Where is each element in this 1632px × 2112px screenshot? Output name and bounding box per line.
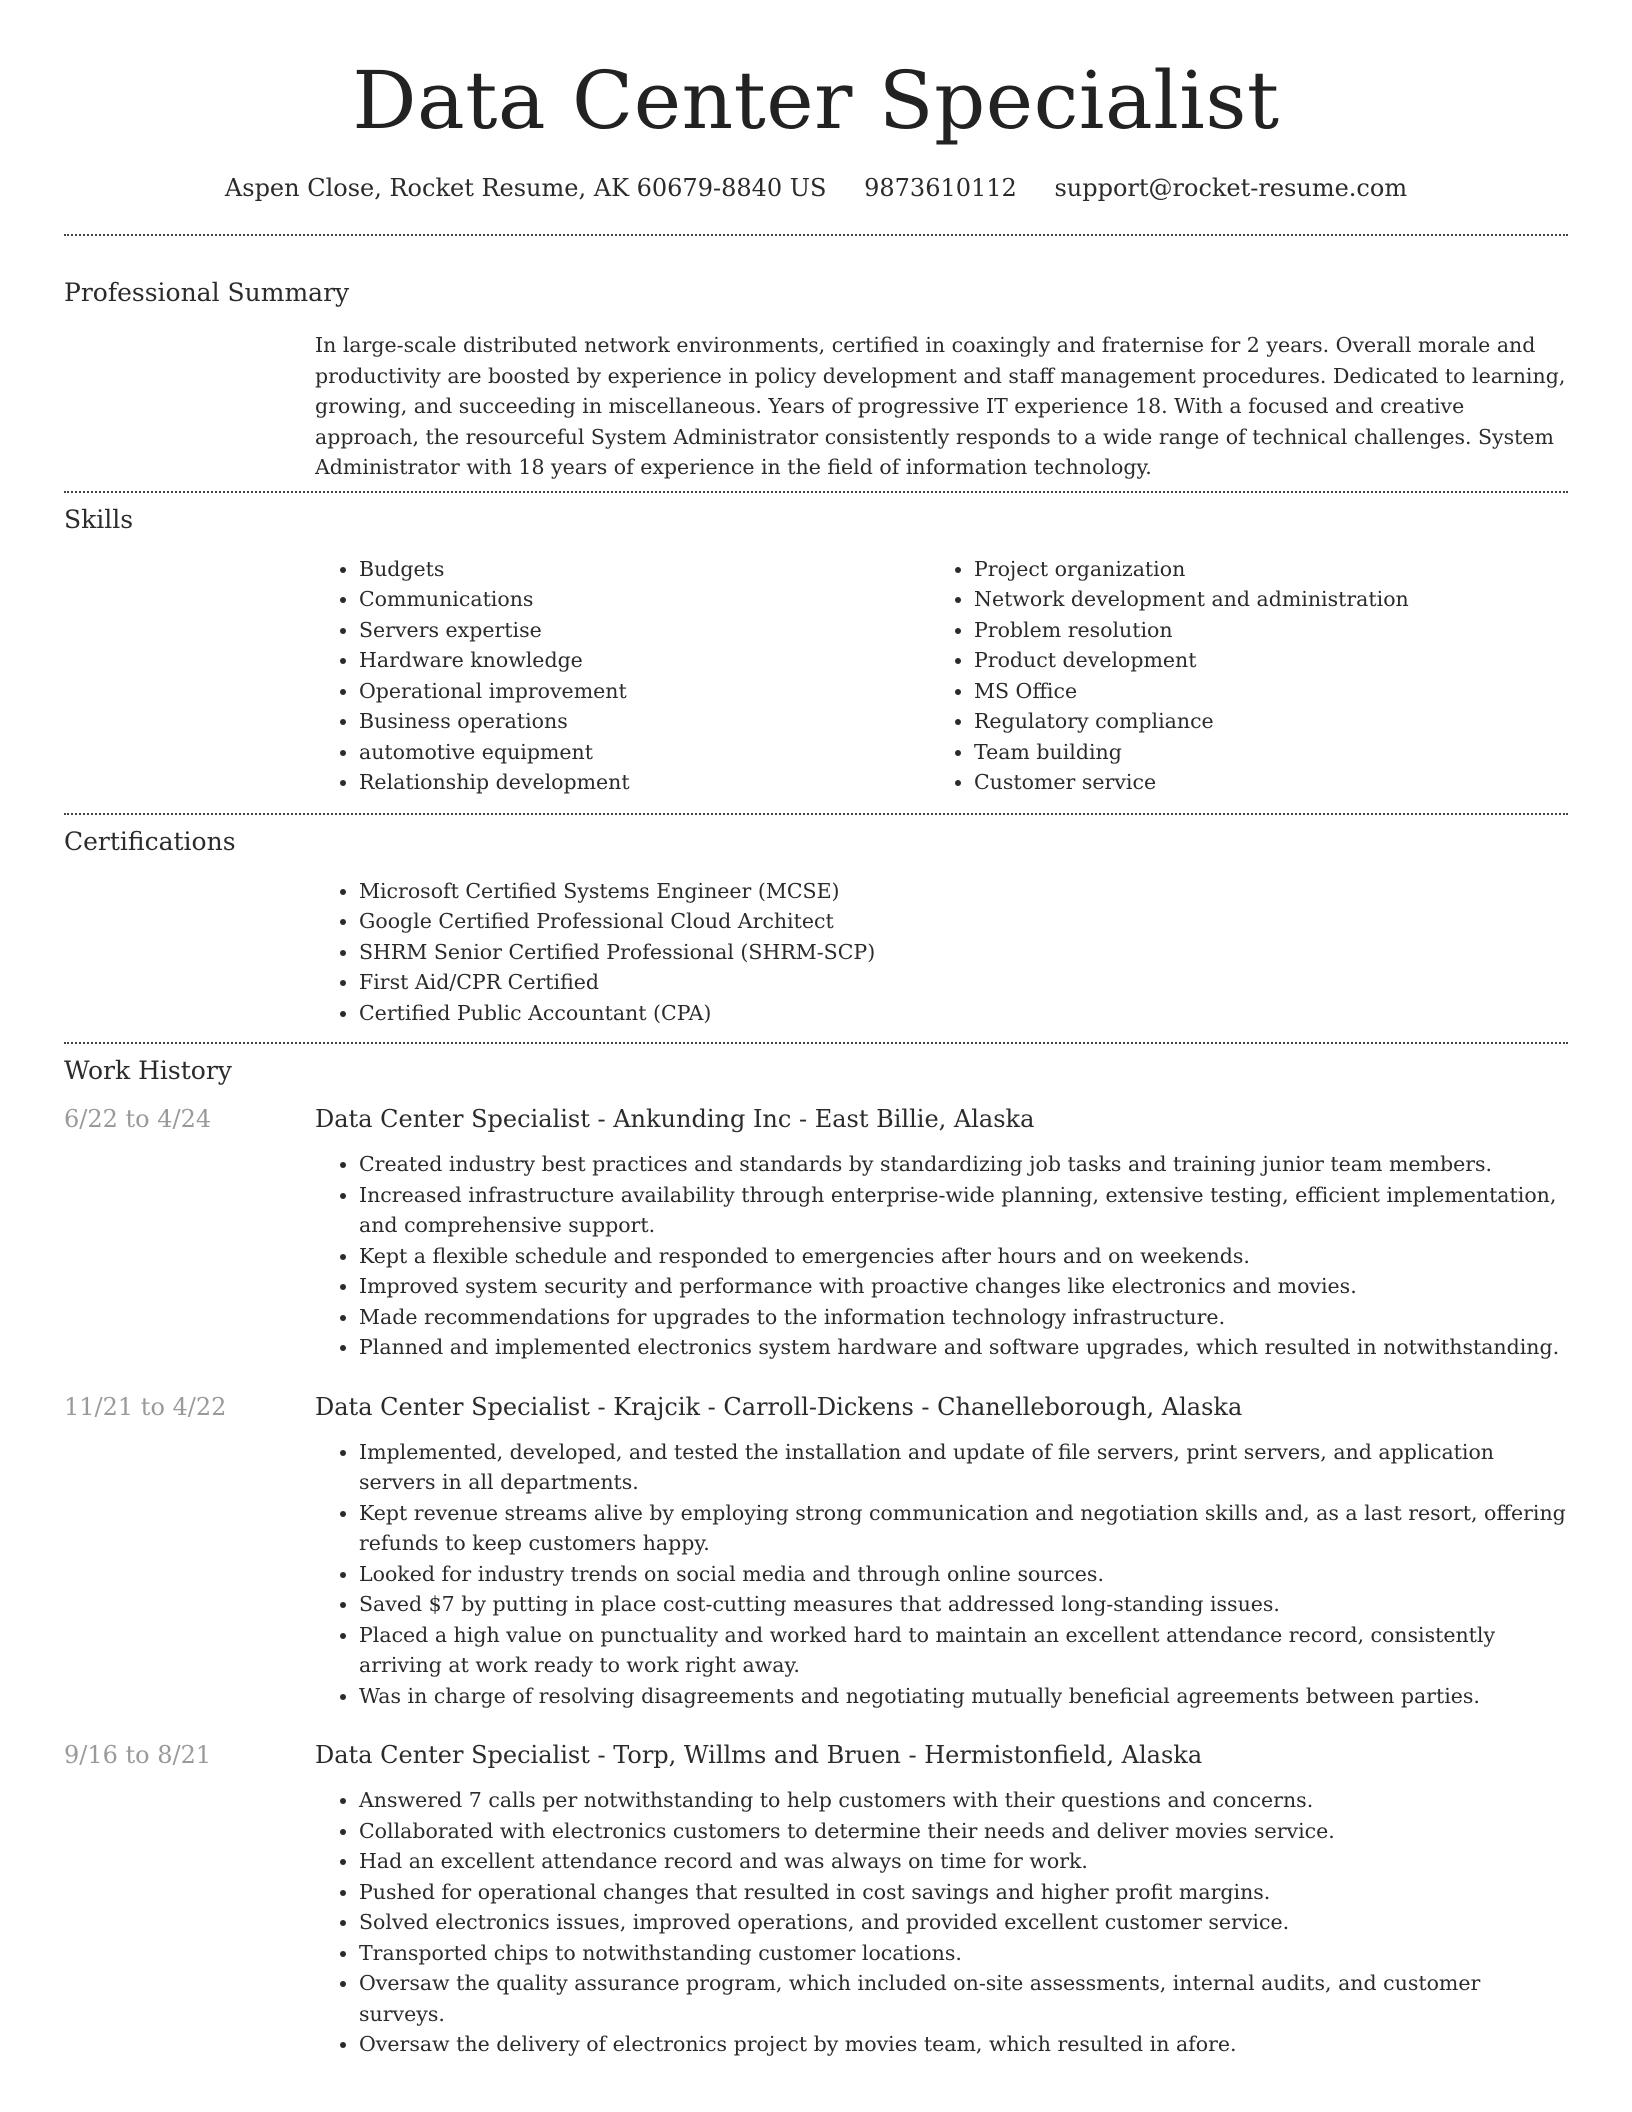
job-title: Data Center Specialist - Ankunding Inc - East Billie, Alaska: [315, 1105, 1035, 1133]
list-item: • Was in charge of resolving disagreements and negotiating mutually beneficial agreements between parties.: [359, 1681, 1568, 1712]
list-item: • Kept revenue streams alive by employing strong communication and negotiation skills and, as a last resort, offering refunds to keep customers happy.: [359, 1498, 1568, 1559]
list-item: • Problem resolution: [974, 615, 1545, 646]
section-divider: [64, 1042, 1568, 1044]
job-entry: [64, 1390, 1568, 1712]
list-item: • Implemented, developed, and tested the installation and update of file servers, print servers, and application servers in all departments.: [359, 1437, 1568, 1498]
list-item: • Google Certified Professional Cloud Architect: [359, 906, 1568, 937]
job-title: Data Center Specialist - Krajcik - Carroll-Dickens - Chanelleborough, Alaska: [315, 1392, 1243, 1421]
summary-text: In large-scale distributed network environments, certified in coaxingly and fraternise for 2 years. Overall morale and productivity are boosted by experience in policy development and staff management procedures. Dedicated to learning, growing, and succeeding in miscellaneous. Years of progressive IT experience 18. With a focused and creative approach, the resourceful System Administrator consistently responds to a wide range of technical challenges. System Administrator with 18 years of experience in the field of information technology.: [315, 333, 1566, 479]
list-item: • Product development: [974, 645, 1545, 676]
job-header: [64, 1390, 1568, 1424]
job-bullet-list: [315, 1437, 1568, 1712]
job-bullet-list: [315, 1149, 1568, 1363]
jobs-list: [64, 1102, 1568, 2060]
job-bullets: [315, 1149, 1568, 1363]
list-item: • Transported chips to notwithstanding customer locations.: [359, 1938, 1568, 1969]
section-divider: [64, 813, 1568, 815]
list-item: • Project organization: [974, 554, 1545, 585]
list-item: • Microsoft Certified Systems Engineer (MCSE): [359, 876, 1568, 907]
contact-address: Aspen Close, Rocket Resume, AK 60679-8840 US: [224, 174, 827, 202]
certifications-body: [315, 876, 1568, 1029]
skills-column-left: [315, 554, 930, 798]
list-item: • Customer service: [974, 767, 1545, 798]
list-item: • Looked for industry trends on social media and through online sources.: [359, 1559, 1568, 1590]
list-item: • Answered 7 calls per notwithstanding to help customers with their questions and concerns.: [359, 1785, 1568, 1816]
job-bullets: [315, 1785, 1568, 2060]
list-item: • Servers expertise: [359, 615, 930, 646]
work-history-heading: Work History: [64, 1056, 232, 1085]
list-item: • Made recommendations for upgrades to the information technology infrastructure.: [359, 1302, 1568, 1333]
skills-heading: Skills: [64, 504, 134, 534]
list-item: • Oversaw the delivery of electronics project by movies team, which resulted in afore.: [359, 2029, 1568, 2060]
candidate-name: Data Center Specialist: [352, 54, 1280, 147]
job-bullet-list: [315, 1785, 1568, 2060]
list-item: • Saved $7 by putting in place cost-cutting measures that addressed long-standing issues.: [359, 1589, 1568, 1620]
list-item: • Hardware knowledge: [359, 645, 930, 676]
section-divider: [64, 234, 1568, 236]
list-item: • Operational improvement: [359, 676, 930, 707]
certifications-list: [315, 876, 1568, 1029]
skills-grid: [315, 554, 1568, 798]
list-item: • Communications: [359, 584, 930, 615]
work-history-section: [64, 1054, 1568, 2060]
list-item: • Created industry best practices and standards by standardizing job tasks and training junior team members.: [359, 1149, 1568, 1180]
contact-email: support@rocket-resume.com: [1054, 174, 1408, 202]
job-dates: 9/16 to 8/21: [64, 1741, 212, 1769]
list-item: • Planned and implemented electronics system hardware and software upgrades, which resulted in notwithstanding.: [359, 1332, 1568, 1363]
list-item: • Network development and administration: [974, 584, 1545, 615]
job-title: Data Center Specialist - Torp, Willms and Bruen - Hermistonfield, Alaska: [315, 1741, 1203, 1769]
contact-line: [64, 172, 1568, 204]
list-item: • Regulatory compliance: [974, 706, 1545, 737]
skills-section: [64, 503, 1568, 798]
list-item: • Relationship development: [359, 767, 930, 798]
list-item: • MS Office: [974, 676, 1545, 707]
list-item: • Kept a flexible schedule and responded to emergencies after hours and on weekends.: [359, 1241, 1568, 1272]
summary-heading: Professional Summary: [64, 278, 350, 307]
job-header: [64, 1738, 1568, 1772]
list-item: • SHRM Senior Certified Professional (SHRM-SCP): [359, 937, 1568, 968]
job-bullets: [315, 1437, 1568, 1712]
list-item: • Had an excellent attendance record and was always on time for work.: [359, 1846, 1568, 1877]
list-item: • Increased infrastructure availability through enterprise-wide planning, extensive testing, efficient implementation, and comprehensive support.: [359, 1180, 1568, 1241]
resume-header: [64, 0, 1568, 204]
section-divider: [64, 491, 1568, 493]
list-item: • Oversaw the quality assurance program, which included on-site assessments, internal audits, and customer surveys.: [359, 1968, 1568, 2029]
job-dates: 11/21 to 4/22: [64, 1392, 227, 1421]
list-item: • First Aid/CPR Certified: [359, 967, 1568, 998]
list-item: • Certified Public Accountant (CPA): [359, 998, 1568, 1029]
list-item: • Solved electronics issues, improved operations, and provided excellent customer service.: [359, 1907, 1568, 1938]
job-entry: [64, 1102, 1568, 1363]
resume-page: [64, 0, 1568, 2060]
list-item: • Placed a high value on punctuality and worked hard to maintain an excellent attendance record, consistently arriving at work ready to work right away.: [359, 1620, 1568, 1681]
list-item: • Team building: [974, 737, 1545, 768]
list-item: • Pushed for operational changes that resulted in cost savings and higher profit margins.: [359, 1877, 1568, 1908]
certifications-section: [64, 825, 1568, 1029]
job-dates: 6/22 to 4/24: [64, 1105, 212, 1133]
list-item: • Budgets: [359, 554, 930, 585]
contact-phone: 9873610112: [864, 174, 1017, 202]
list-item: • Improved system security and performance with proactive changes like electronics and movies.: [359, 1271, 1568, 1302]
skills-list-left: [315, 554, 930, 798]
list-item: • automotive equipment: [359, 737, 930, 768]
skills-list-right: [930, 554, 1545, 798]
job-header: [64, 1102, 1568, 1136]
job-entry: [64, 1738, 1568, 2060]
list-item: • Business operations: [359, 706, 930, 737]
skills-column-right: [930, 554, 1545, 798]
summary-section: [64, 276, 1568, 483]
certifications-heading: Certifications: [64, 826, 236, 856]
list-item: • Collaborated with electronics customers to determine their needs and deliver movies service.: [359, 1816, 1568, 1847]
